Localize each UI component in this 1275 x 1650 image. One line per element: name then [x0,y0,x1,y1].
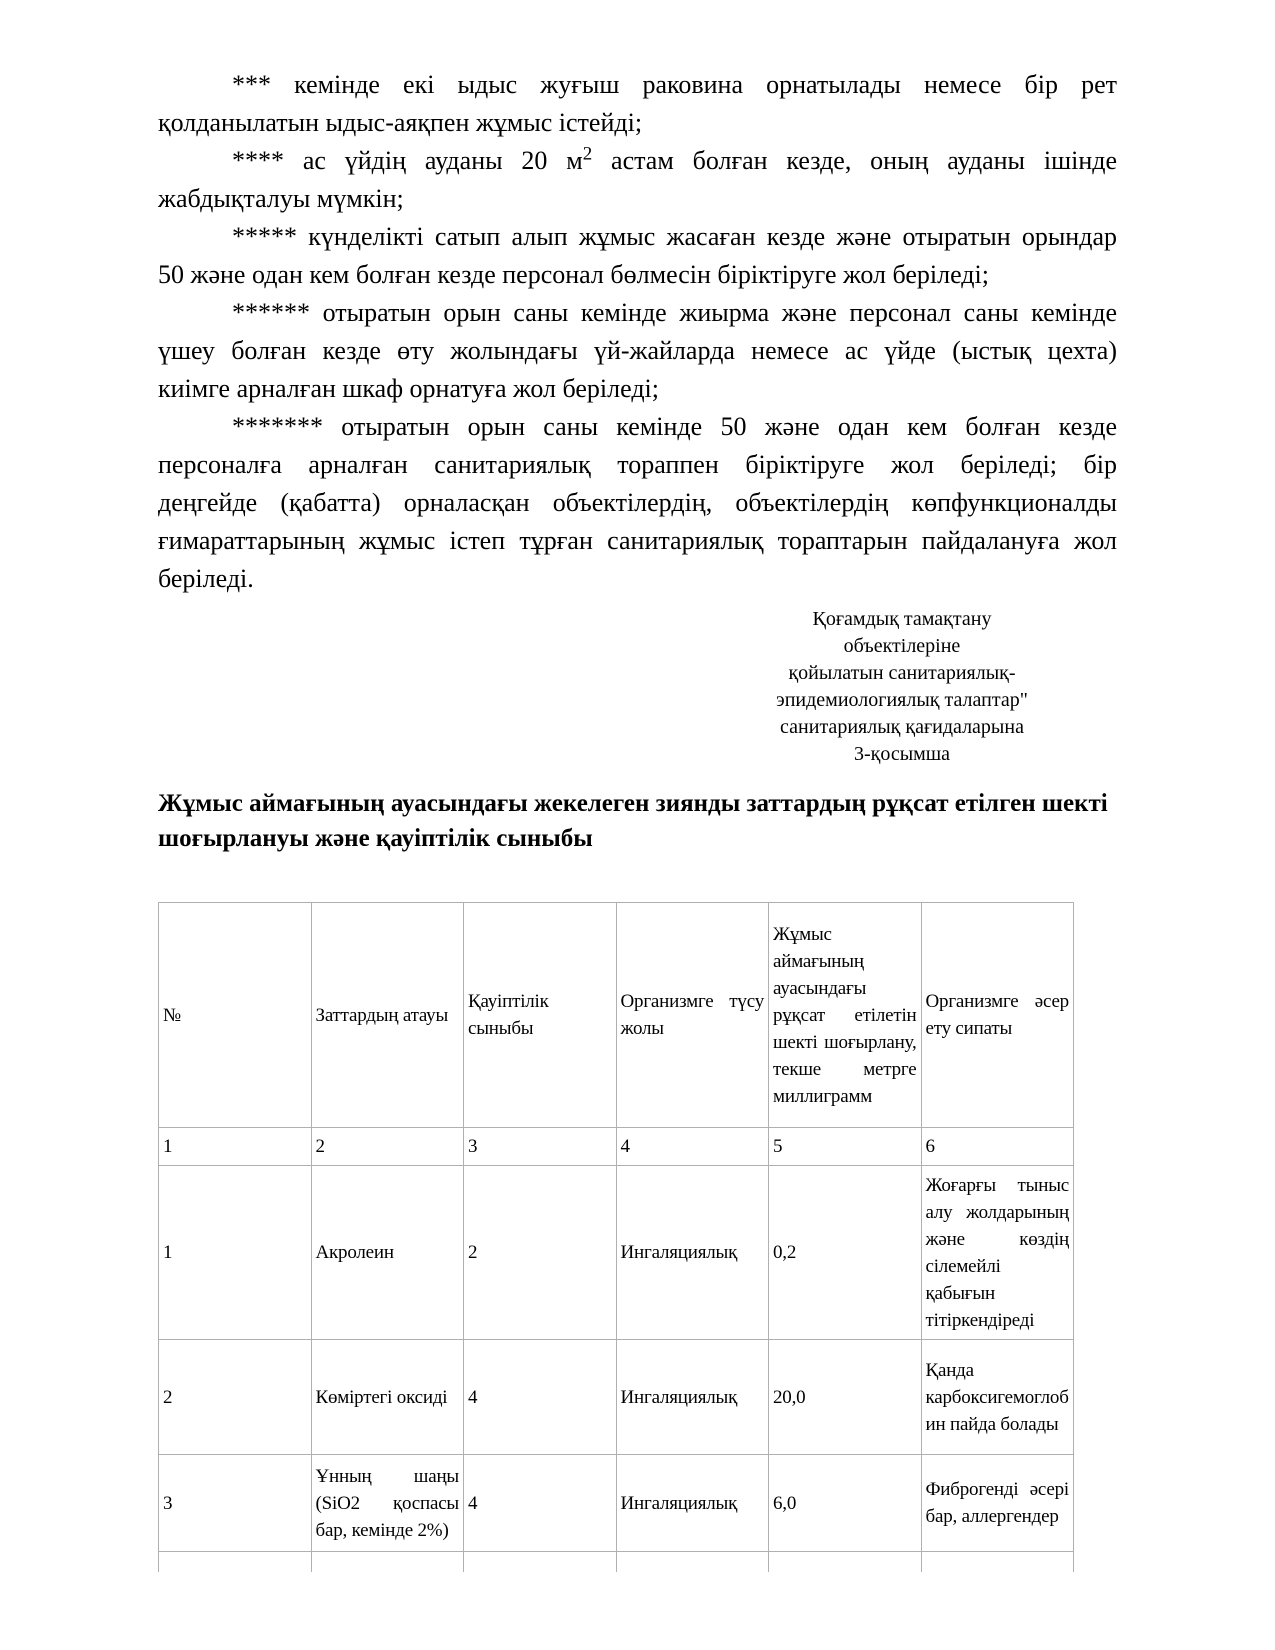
table-cell: Фиброгенді әсері бар, аллергендер [921,1455,1074,1552]
paragraph-line: қолданылатын ыдыс-аяқпен жұмыс істейді; [158,108,643,137]
column-number-cell: 4 [616,1128,769,1166]
appendix-note [756,606,1048,768]
paragraph-line: 50 және одан кем болған кезде персонал бөлмесін біріктіруге жол беріледі; [158,260,989,289]
table-row-carbon-oxide [159,1340,1074,1455]
footnote-paragraph-5 [158,408,1117,598]
column-number-cell: 6 [921,1128,1074,1166]
paragraph-line: үшеу болған кезде өту жолындағы үй-жайларда немесе ас үйде (ыстық цехта) [158,336,1117,365]
table-heading: Жұмыс аймағының ауасындағы жекелеген зиянды заттардың рұқсат етілген шекті шоғырлануы және қауіптілік сыныбы [158,790,1108,852]
paragraph-line: ****** отыратын орын саны кемінде жиырма және персонал саны кемінде [232,298,1117,327]
appendix-line: объектілеріне [843,635,961,657]
paragraph-line: ***** күнделікті сатып алып жұмыс жасаған кезде және отыратын орындар [232,222,1117,251]
table-cell-empty [616,1552,769,1572]
table-cell-empty [921,1552,1074,1572]
table-cell: 3 [159,1455,312,1552]
table-cell: Ингаляциялық [616,1166,769,1340]
header-cell-limit-concentration: Жұмыс аймағының ауасындағы рұқсат етілетін шекті шоғырлану, текше метрге миллиграмм [769,903,922,1128]
table-cell: 1 [159,1166,312,1340]
paragraph-line: киімге арналған шкаф орнатуға жол беріледі; [158,374,659,403]
table-cell-empty [464,1552,617,1572]
paragraph-line: персоналға арналған санитариялық тораппен біріктіруге жол беріледі; бір [158,450,1117,479]
header-cell-entry-route: Организмге түсу жолы [616,903,769,1128]
column-number-cell: 3 [464,1128,617,1166]
table-row-acrolein [159,1166,1074,1340]
appendix-line: қойылатын санитариялық- [788,662,1016,684]
table-row-flour-dust [159,1455,1074,1552]
paragraph-line: ғимараттарының жұмыс істеп тұрған санитариялық тораптарын пайдалануға жол [158,526,1117,555]
appendix-line: эпидемиологиялық талаптар" [776,689,1028,711]
table-cell: 6,0 [769,1455,922,1552]
header-cell-hazard-class: Қауіптілік сыныбы [464,903,617,1128]
footnote-paragraph-3 [158,218,1117,294]
table-cell: 4 [464,1455,617,1552]
column-number-cell: 5 [769,1128,922,1166]
header-cell-effect: Организмге әсер ету сипаты [921,903,1074,1128]
paragraph-line: беріледі. [158,564,254,593]
appendix-line: 3-қосымша [853,743,951,765]
hazard-substances-table [158,902,1074,1572]
table-cell: Қанда карбоксигемоглобин пайда болады [921,1340,1074,1455]
table-cell: 4 [464,1340,617,1455]
superscript-2: 2 [582,143,593,165]
table-cell-empty [159,1552,312,1572]
table-cell: 2 [159,1340,312,1455]
paragraph-line [158,142,1117,180]
table-cell: Жоғарғы тыныс алу жолдарының және көздің сілемейлі қабығын тітіркендіреді [921,1166,1074,1340]
footnotes-section [158,66,1117,598]
appendix-line: санитариялық қағидаларына [780,716,1024,738]
footnote-paragraph-1 [158,66,1117,142]
table-cell: 2 [464,1166,617,1340]
paragraph-line: деңгейде (қабатта) орналасқан объектілердің, объектілердің көпфункционалды [158,488,1117,517]
table-cell: Ингаляциялық [616,1340,769,1455]
footnote-paragraph-2 [158,142,1117,218]
paragraph-line: жабдықталуы мүмкін; [158,184,404,213]
header-cell-number: № [159,903,312,1128]
table-cell: Акролеин [311,1166,464,1340]
column-numbers-row [159,1128,1074,1166]
paragraph-line: *** кемінде екі ыдыс жуғыш раковина орнатылады немесе бір рет [232,70,1117,99]
table-header-row [159,903,1074,1128]
table-cell: Ингаляциялық [616,1455,769,1552]
paragraph-text: **** ас үйдің ауданы 20 м [232,146,583,175]
table-cell: 20,0 [769,1340,922,1455]
column-number-cell: 1 [159,1128,312,1166]
header-cell-substance-name: Заттардың атауы [311,903,464,1128]
table-cell-empty [769,1552,922,1572]
table-row-partial [159,1552,1074,1572]
appendix-line: Қоғамдық тамақтану [812,608,992,630]
table-cell: 0,2 [769,1166,922,1340]
paragraph-line: ******* отыратын орын саны кемінде 50 және одан кем болған кезде [232,412,1117,441]
footnote-paragraph-4 [158,294,1117,408]
paragraph-text: астам болған кезде, оның ауданы ішінде [592,146,1118,175]
column-number-cell: 2 [311,1128,464,1166]
table-cell-empty [311,1552,464,1572]
table-cell: Ұнның шаңы (SiO2 қоспасы бар, кемінде 2%) [311,1455,464,1552]
table-cell: Көміртегі оксиді [311,1340,464,1455]
